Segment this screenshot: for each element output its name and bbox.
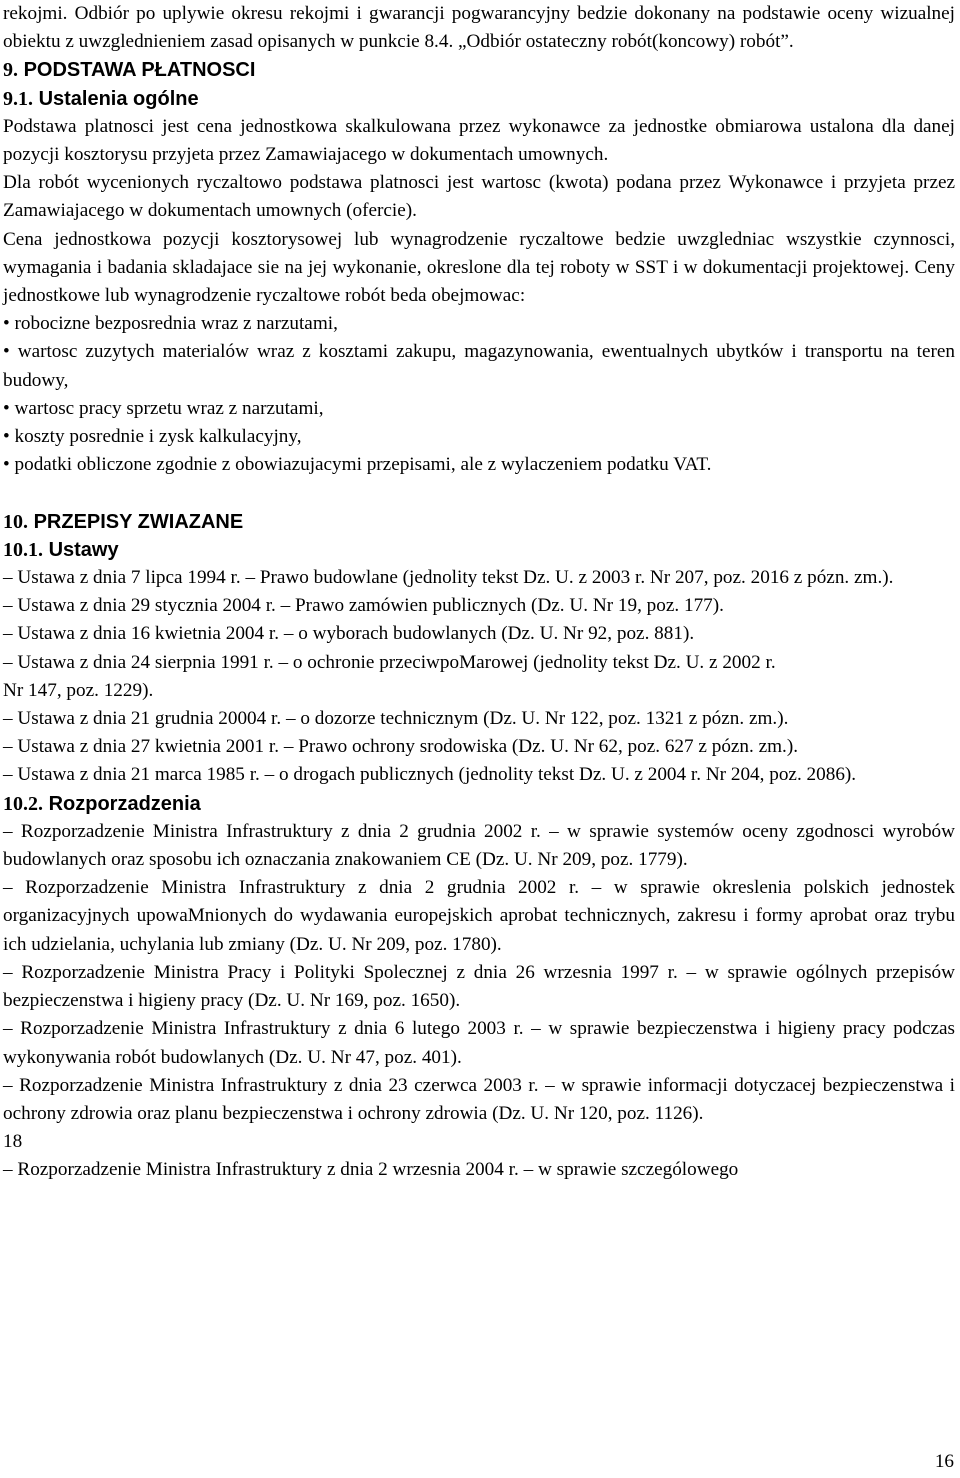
- paragraph: • wartosc pracy sprzetu wraz z narzutami,: [3, 397, 324, 419]
- section-title: Rozporzadzenia: [48, 792, 201, 815]
- section-title: Ustalenia ogólne: [38, 87, 199, 110]
- section-heading: [3, 508, 955, 536]
- section-number: 9.1.: [3, 87, 33, 110]
- paragraph: • wartosc zuzytych materialów wraz z kosztami zakupu, magazynowania, ewentualnych ubytków i transportu na teren budowy,: [3, 341, 955, 391]
- paragraph: – Rozporzadzenie Ministra Infrastruktury z dnia 6 lutego 2003 r. – w sprawie bezpieczenstwa i higieny pracy podczas wykonywania robót budowlanych (Dz. U. Nr 47, poz. 401).: [3, 1018, 955, 1068]
- paragraph: Dla robót wycenionych ryczaltowo podstawa platnosci jest wartosc (kwota) podana przez Wykonawce i przyjeta przez Zamawiajacego w dokumentach umownych (ofercie).: [3, 172, 955, 222]
- paragraph: – Ustawa z dnia 21 grudnia 20004 r. – o dozorze technicznym (Dz. U. Nr 122, poz. 1321 z pózn. zm.).: [3, 708, 789, 730]
- section-heading: [3, 85, 955, 113]
- section-title: PRZEPISY ZWIAZANE: [33, 510, 244, 533]
- paragraph: 18: [3, 1131, 23, 1153]
- paragraph: – Ustawa z dnia 16 kwietnia 2004 r. – o wyborach budowlanych (Dz. U. Nr 92, poz. 881).: [3, 623, 695, 645]
- section-title: PODSTAWA PŁATNOSCI: [23, 59, 256, 82]
- section-title: Ustawy: [48, 538, 119, 561]
- paragraph: – Rozporzadzenie Ministra Infrastruktury z dnia 2 grudnia 2002 r. – w sprawie systemów oceny zgodnosci wyrobów budowlanych oraz sposobu ich oznaczania znakowaniem CE (Dz. U. Nr 209, poz. 1779).: [3, 820, 955, 871]
- section-number: 9.: [3, 59, 18, 82]
- paragraph: Cena jednostkowa pozycji kosztorysowej lub wynagrodzenie ryczaltowe bedzie uwzgledniac wszystkie czynnosci, wymagania i badania skladajace sie na jej wykonanie, okreslone dla tej roboty w SST i w dokumentacji projektowej. Ceny jednostkowe lub wynagrodzenie ryczaltowe robót beda obejmowac:: [3, 228, 955, 307]
- section-heading: [3, 536, 955, 564]
- page-number: 16: [934, 1451, 954, 1472]
- section-heading: [3, 790, 955, 818]
- paragraph: – Ustawa z dnia 7 lipca 1994 r. – Prawo budowlane (jednolity tekst Dz. U. z 2003 r. Nr 207, poz. 2016 z pózn. zm.).: [3, 567, 894, 589]
- document-page: [3, 0, 955, 1185]
- paragraph: Podstawa platnosci jest cena jednostkowa skalkulowana przez wykonawce za jednostke obmiarowa ustalona dla danej pozycji kosztorysu przyjeta przez Zamawiajacego w dokumentach umownych.: [3, 115, 955, 166]
- paragraph: rekojmi. Odbiór po uplywie okresu rekojmi i gwarancji pogwarancyjny bedzie dokonany na podstawie oceny wizualnej obiektu z uwzglednieniem zasad opisanych w punkcie 8.4. „Odbiór ostateczny robót(koncowy) robót”.: [3, 3, 955, 53]
- paragraph: – Ustawa z dnia 29 stycznia 2004 r. – Prawo zamówien publicznych (Dz. U. Nr 19, poz. 177).: [3, 595, 724, 617]
- section-heading: [3, 56, 955, 84]
- section-number: 10.: [3, 510, 28, 533]
- paragraph: – Ustawa z dnia 24 sierpnia 1991 r. – o ochronie przeciwpoMarowej (jednolity tekst Dz. U. z 2002 r.: [3, 651, 776, 673]
- paragraph: – Rozporzadzenie Ministra Pracy i Polityki Spolecznej z dnia 26 wrzesnia 1997 r. – w sprawie ogólnych przepisów bezpieczenstwa i higieny pracy (Dz. U. Nr 169, poz. 1650).: [3, 961, 955, 1012]
- paragraph: – Rozporzadzenie Ministra Infrastruktury z dnia 23 czerwca 2003 r. – w sprawie informacji dotyczacej bezpieczenstwa i ochrony zdrowia oraz planu bezpieczenstwa i ochrony zdrowia (Dz. U. Nr 120, poz. 1126).: [3, 1074, 955, 1124]
- paragraph: – Rozporzadzenie Ministra Infrastruktury z dnia 2 wrzesnia 2004 r. – w sprawie szczególowego: [3, 1159, 739, 1181]
- paragraph: – Ustawa z dnia 21 marca 1985 r. – o drogach publicznych (jednolity tekst Dz. U. z 2004 r. Nr 204, poz. 2086).: [3, 764, 857, 786]
- paragraph: – Rozporzadzenie Ministra Infrastruktury z dnia 2 grudnia 2002 r. – w sprawie okreslenia polskich jednostek organizacyjnych upowaMnionych do wydawania europejskich aprobat technicznych, zakresu i formy aprobat oraz trybu ich udzielania, uchylania lub zmiany (Dz. U. Nr 209, poz. 1780).: [3, 877, 955, 955]
- paragraph: • koszty posrednie i zysk kalkulacyjny,: [3, 426, 302, 448]
- section-number: 10.2.: [3, 792, 43, 815]
- blank-line: [3, 479, 955, 507]
- paragraph: • robocizne bezposrednia wraz z narzutami,: [3, 313, 338, 335]
- paragraph: • podatki obliczone zgodnie z obowiazujacymi przepisami, ale z wylaczeniem podatku VAT.: [3, 454, 712, 476]
- paragraph: – Ustawa z dnia 27 kwietnia 2001 r. – Prawo ochrony srodowiska (Dz. U. Nr 62, poz. 627 z pózn. zm.).: [3, 736, 799, 758]
- section-number: 10.1.: [3, 538, 43, 561]
- paragraph: Nr 147, poz. 1229).: [3, 679, 154, 701]
